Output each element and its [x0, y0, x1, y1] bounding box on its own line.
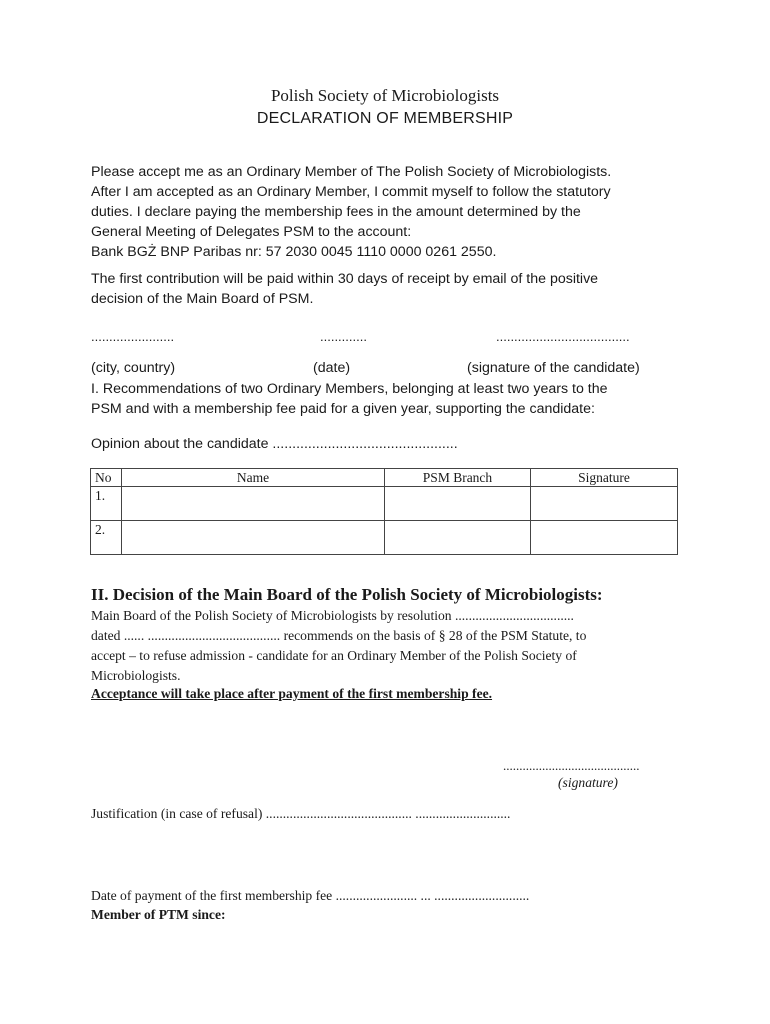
signature-cell[interactable] [531, 521, 678, 555]
contribution-line: decision of the Main Board of PSM. [91, 291, 314, 307]
opinion-about-candidate: Opinion about the candidate ............................................... [91, 436, 458, 452]
recommendations-table [90, 468, 678, 555]
decision-line: accept – to refuse admission - candidate for an Ordinary Member of the Polish Society of [91, 648, 577, 663]
column-header-name: Name [122, 469, 385, 487]
contribution-paragraph [91, 269, 691, 309]
decision-line: Microbiologists. [91, 668, 181, 683]
society-name: Polish Society of Microbiologists [270, 86, 500, 105]
contribution-line: The first contribution will be paid within 30 days of receipt by email of the positive [91, 271, 599, 287]
candidate-signature-label: (signature of the candidate) [467, 360, 640, 376]
intro-line: After I am accepted as an Ordinary Member, I commit myself to follow the statutory [91, 184, 611, 200]
decision-line: Main Board of the Polish Society of Microbiologists by resolution ................................... [91, 608, 574, 623]
intro-line: Please accept me as an Ordinary Member of The Polish Society of Microbiologists. [91, 164, 612, 180]
board-signature-label: (signature) [558, 775, 618, 790]
member-since-label: Member of PTM since: [91, 907, 226, 922]
psm-branch-cell[interactable] [385, 487, 531, 521]
date-dots-field[interactable]: ............. [320, 329, 367, 344]
table-row [91, 521, 678, 555]
name-cell[interactable] [122, 487, 385, 521]
decision-line: dated ...... ....................................... recommends on the basis of § 28 of the PSM Statute, to [91, 628, 587, 643]
candidate-signature-dots-row [91, 329, 691, 349]
city-dots-field[interactable]: ....................... [91, 329, 175, 344]
intro-line: duties. I declare paying the membership fees in the amount determined by the [91, 204, 581, 220]
decision-paragraph [91, 606, 681, 686]
intro-line: General Meeting of Delegates PSM to the account: [91, 224, 412, 240]
row-number: 2. [91, 521, 122, 555]
payment-date-line: Date of payment of the first membership fee ........................ ... ............................ [91, 888, 530, 903]
column-header-psm-branch: PSM Branch [385, 469, 531, 487]
justification-line: Justification (in case of refusal) ........................................... ............................ [91, 806, 511, 821]
column-header-no: No [91, 469, 122, 487]
table-header-row [91, 469, 678, 487]
date-label: (date) [313, 360, 351, 376]
recommendations-line: I. Recommendations of two Ordinary Members, belonging at least two years to the [91, 381, 608, 397]
board-signature-dots-field[interactable]: .......................................... [503, 758, 640, 773]
city-country-label: (city, country) [91, 360, 176, 376]
intro-paragraph [91, 162, 691, 262]
row-number: 1. [91, 487, 122, 521]
recommendations-line: PSM and with a membership fee paid for a given year, supporting the candidate: [91, 401, 595, 417]
recommendations-paragraph [91, 379, 691, 419]
bank-account-line: Bank BGŻ BNP Paribas nr: 57 2030 0045 1110 0000 0261 2550. [91, 244, 497, 260]
document-title: DECLARATION OF MEMBERSHIP [256, 110, 514, 127]
acceptance-note: Acceptance will take place after payment of the first membership fee. [91, 686, 493, 701]
column-header-signature: Signature [531, 469, 678, 487]
signature-cell[interactable] [531, 487, 678, 521]
table-row [91, 487, 678, 521]
psm-branch-cell[interactable] [385, 521, 531, 555]
name-cell[interactable] [122, 521, 385, 555]
candidate-signature-labels-row [91, 360, 691, 380]
signature-dots-field[interactable]: ..................................... [496, 329, 630, 344]
decision-heading: II. Decision of the Main Board of the Polish Society of Microbiologists: [91, 585, 603, 604]
